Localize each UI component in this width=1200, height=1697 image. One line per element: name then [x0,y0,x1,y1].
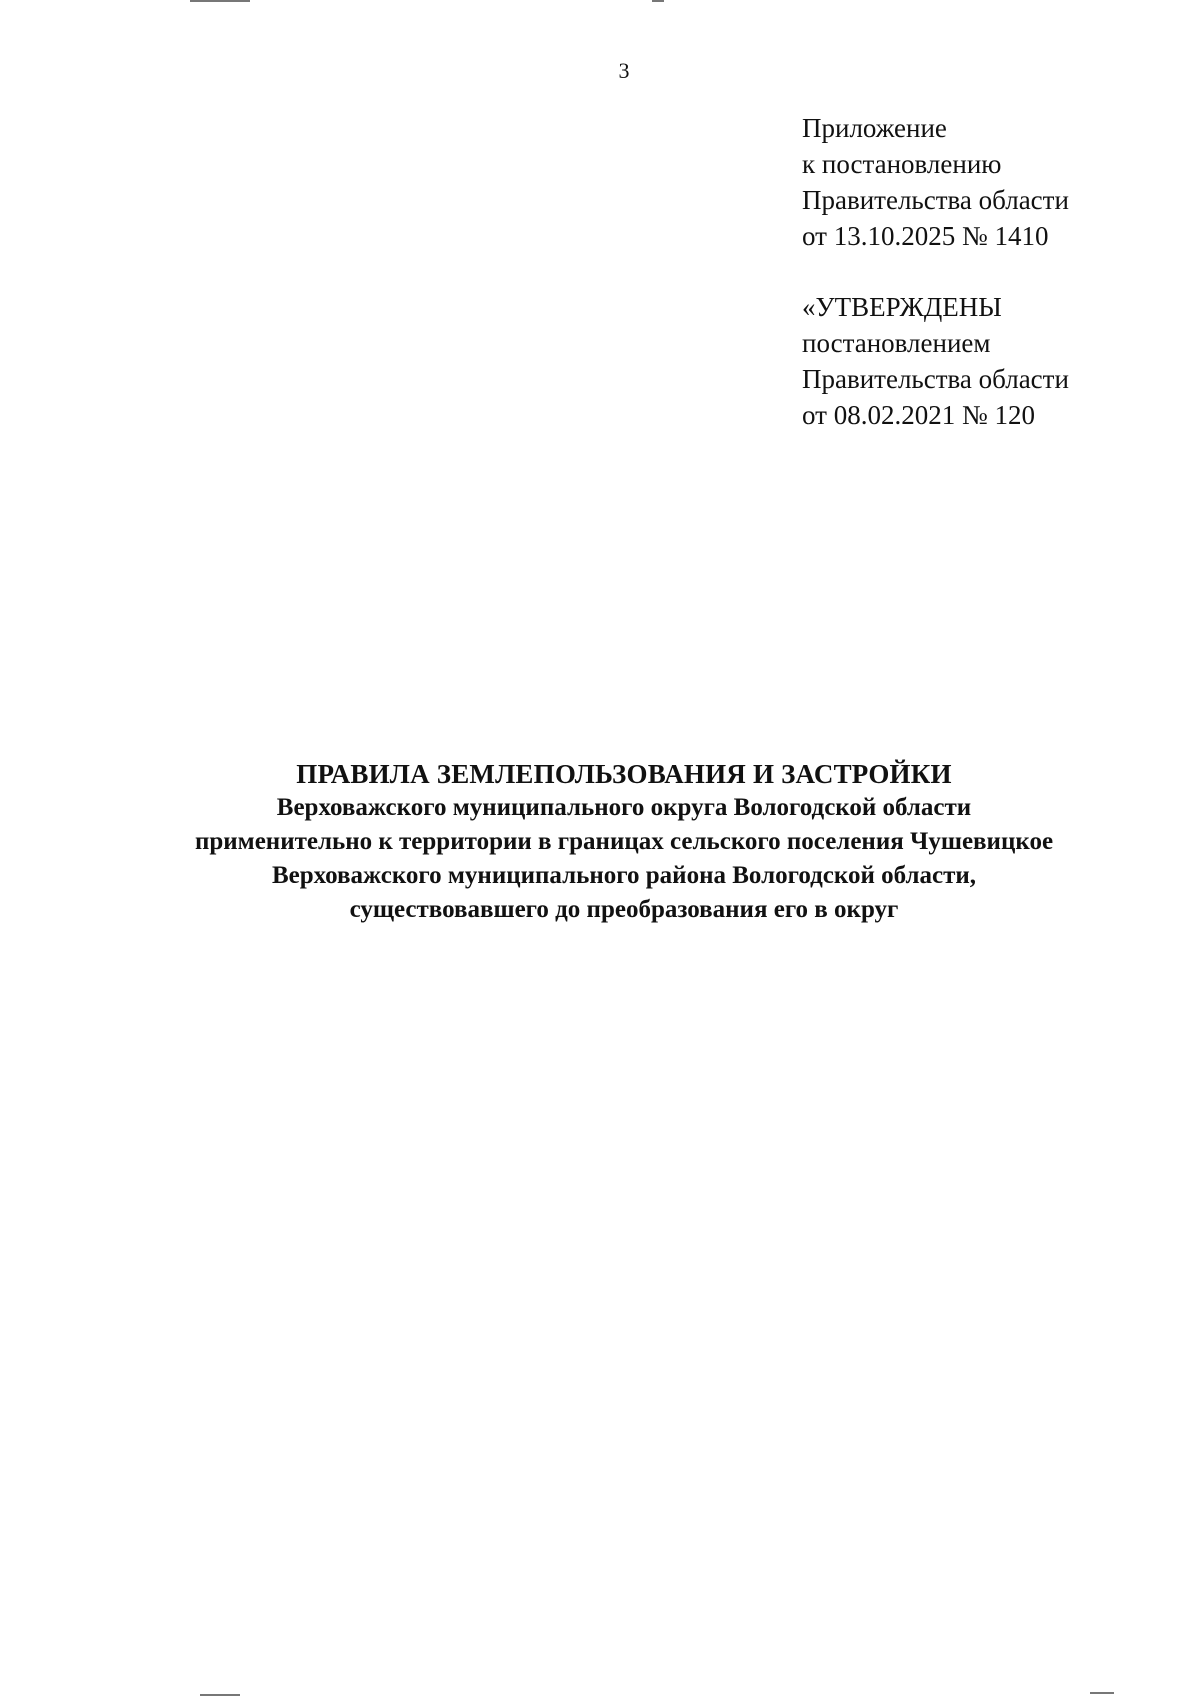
subtitle-line-4: существовавшего до преобразования его в округ [349,896,899,923]
appendix-line-label: Приложение [802,113,947,143]
approved-line-date: от 08.02.2021 № 120 [802,400,1035,430]
appendix-line-authority: Правительства области [802,185,1069,215]
approved-line-ref: постановлением [802,328,991,358]
document-title-block [0,757,1200,927]
scan-artifact-top-center [652,0,664,2]
appendix-line-date: от 13.10.2025 № 1410 [802,221,1049,251]
scan-artifact-bottom-right [1090,1692,1114,1694]
subtitle-line-2: применительно к территории в границах сельского поселения Чушевицкое [194,828,1054,855]
approved-line-authority: Правительства области [802,364,1069,394]
document-subtitle [48,791,1200,927]
page-number: 3 [618,58,630,83]
appendix-stamp [802,110,1182,254]
approved-line-label: «УТВЕРЖДЕНЫ [802,292,1002,322]
document-title: ПРАВИЛА ЗЕМЛЕПОЛЬЗОВАНИЯ И ЗАСТРОЙКИ [296,759,952,789]
scan-artifact-bottom-left [200,1694,240,1696]
subtitle-line-1: Верховажского муниципального округа Вологодской области [276,794,972,821]
approved-stamp [802,289,1182,433]
subtitle-line-3: Верховажского муниципального района Вологодской области, [271,862,977,889]
appendix-line-ref: к постановлению [802,149,1002,179]
scan-artifact-top-left [190,0,250,2]
